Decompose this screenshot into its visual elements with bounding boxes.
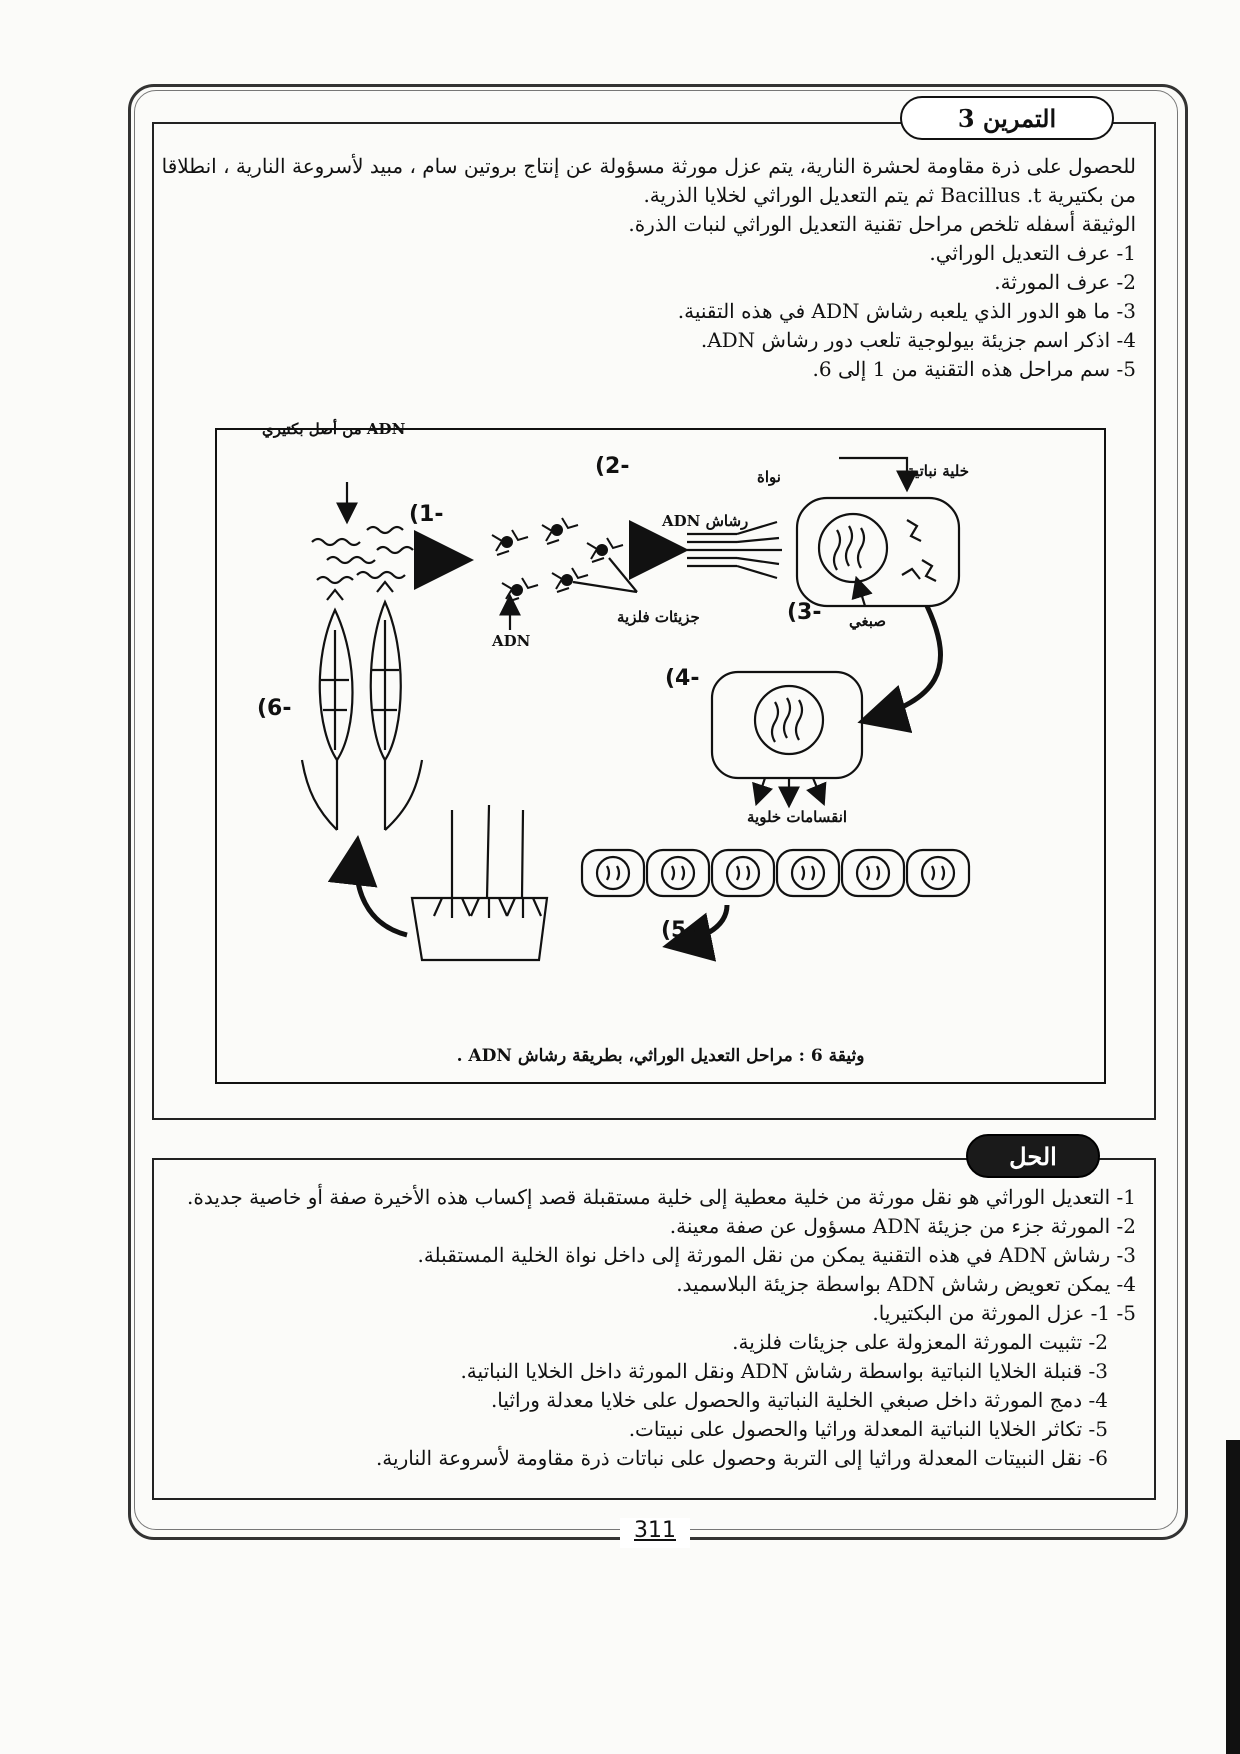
figure-caption: وثيقة 6 : مراحل التعديل الوراثي، بطريقة رشاش ADN . [456, 1046, 865, 1066]
label-chromatin: صبغي [849, 612, 887, 630]
question-3: 3- ما هو الدور الذي يلعبه رشاش ADN في هذه التقنية. [677, 299, 1136, 323]
solution-text [160, 1183, 1136, 1473]
label-plant-cell: خلية نباتية [907, 462, 970, 480]
label-metal-particles: جزيئات فلزية [617, 608, 700, 626]
step-2: (2- [595, 454, 630, 479]
dna-fragments-icon [312, 527, 413, 583]
step-5: (5- [661, 918, 696, 943]
question-4: 4- اذكر اسم جزيئة بيولوجية تلعب دور رشاش ADN. [700, 328, 1136, 352]
nucleus-icon [819, 514, 887, 582]
figure-illustration [217, 430, 1104, 1082]
answer-2: 2- المورثة جزء من جزيئة ADN مسؤول عن صفة معينة. [669, 1214, 1136, 1238]
metal-particles-icon [492, 518, 623, 602]
exercise-title: التمرين 3 [900, 96, 1114, 140]
figure-document-6 [215, 420, 1106, 1084]
step-4: (4- [665, 666, 700, 691]
label-nucleus: نواة [757, 468, 781, 486]
answer-1: 1- التعديل الوراثي هو نقل مورثة من خلية معطية إلى خلية مستقبلة قصد إكساب هذه الأخيرة صفة أو خاصية جديدة. [187, 1185, 1136, 1209]
step-6: (6- [257, 696, 292, 721]
label-bacterial-dna: ADN من أصل بكتيري [262, 420, 406, 438]
question-2: 2- عرف المورثة. [994, 270, 1136, 294]
page-number: 311 [620, 1518, 690, 1548]
plant-cell-icon [797, 498, 959, 606]
answer-5: 5- 1- عزل المورثة من البكتيريا. [872, 1301, 1136, 1325]
question-1: 1- عرف التعديل الوراثي. [929, 241, 1136, 265]
step-3: (3- [787, 600, 822, 625]
answer-4: 4- يمكن تعويض رشاش ADN بواسطة جزيئة البلاسميد. [676, 1272, 1136, 1296]
corn-plant-icon [302, 582, 422, 830]
label-adn: ADN [492, 632, 531, 650]
exercise-text [160, 152, 1136, 384]
intro-paragraph-1: للحصول على ذرة مقاومة لحشرة النارية، يتم عزل مورثة مسؤولة عن إنتاج بروتين سام ، مبيد لأسروعة النارية ، انطلاقا من بكتيرية Bacillus .t ثم يتم التعديل الوراثي لخلايا الذرية. [161, 154, 1136, 207]
solution-title: الحل [966, 1134, 1100, 1178]
label-cell-divisions: انقسامات خلوية [747, 808, 848, 826]
answer-5-step-2: 2- تثبيت المورثة المعزولة على جزيئات فلزية. [732, 1330, 1108, 1354]
transformed-cell-icon [712, 672, 862, 778]
answer-3: 3- رشاش ADN في هذه التقنية يمكن من نقل المورثة إلى داخل نواة الخلية المستقبلة. [417, 1243, 1136, 1267]
answer-5-step-6: 6- نقل النبيتات المعدلة وراثيا إلى التربة وحصول على نباتات ذرة مقاومة لأسروعة النارية. [375, 1446, 1108, 1470]
answer-5-step-4: 4- دمج المورثة داخل صبغي الخلية النباتية والحصول على خلايا معدلة وراثيا. [490, 1388, 1108, 1412]
dna-gun-icon [687, 522, 782, 578]
answer-5-step-3: 3- قنبلة الخلايا النباتية بواسطة رشاش ADN ونقل المورثة داخل الخلايا النباتية. [460, 1359, 1108, 1383]
dividing-cells-icon [582, 850, 969, 896]
question-5: 5- سم مراحل هذه التقنية من 1 إلى 6. [812, 357, 1136, 381]
answer-5-step-5: 5- تكاثر الخلايا النباتية المعدلة وراثيا والحصول على نبيتات. [628, 1417, 1108, 1441]
scan-edge-bar [1226, 1440, 1240, 1754]
step-1: (1- [409, 502, 444, 527]
intro-paragraph-2: الوثيقة أسفله تلخص مراحل تقنية التعديل الوراثي لنبات الذرة. [628, 212, 1136, 236]
label-dna-gun: رشاش ADN [662, 512, 749, 530]
seedlings-pot-icon [412, 898, 547, 960]
